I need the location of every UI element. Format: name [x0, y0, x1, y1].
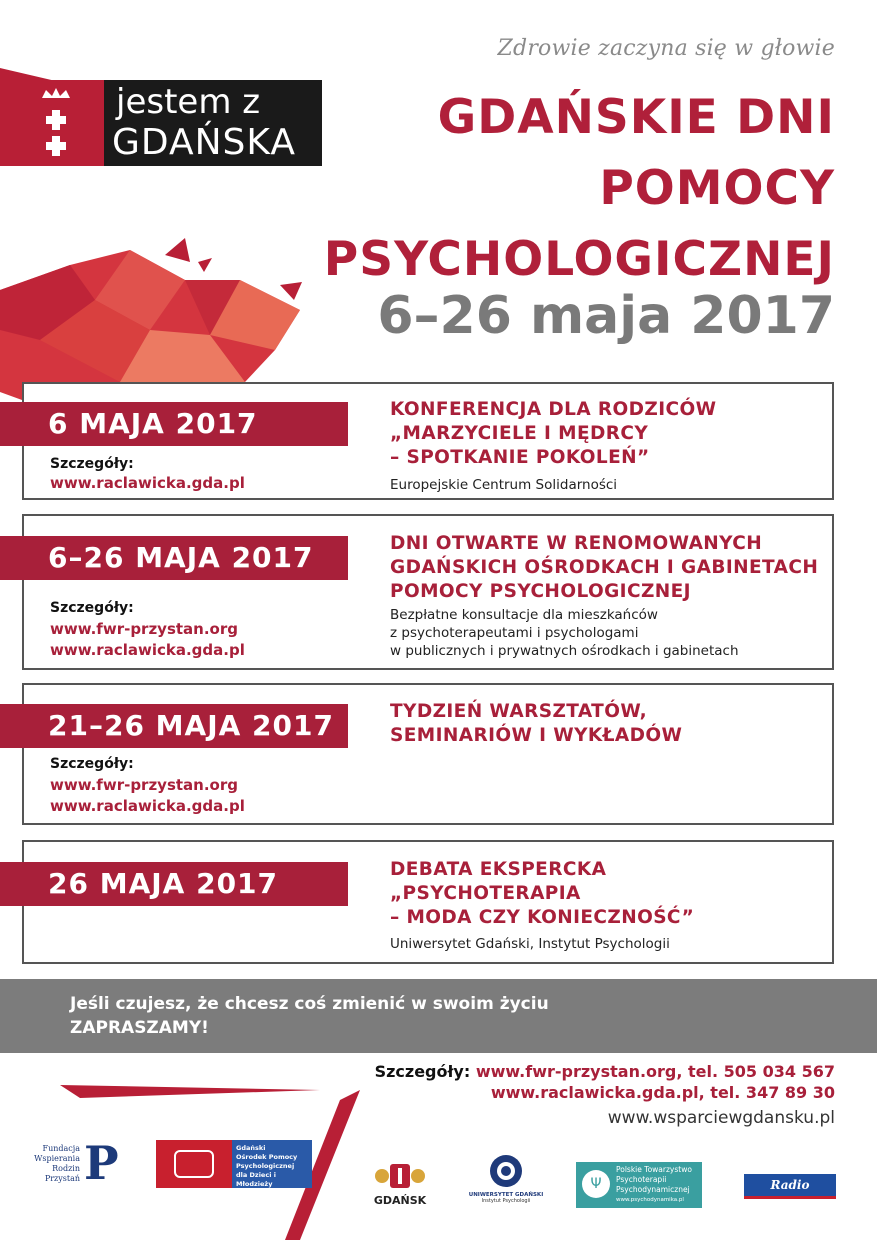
fundacja-line: Fundacja: [42, 1144, 80, 1153]
event-title-line: DEBATA EKSPERCKA: [390, 859, 607, 880]
invite-line: ZAPRASZAMY!: [70, 1018, 209, 1038]
event-date-ribbon: 6 MAJA 2017: [0, 402, 348, 446]
event-title: [390, 532, 818, 604]
event-title-line: „PSYCHOTERAPIA: [390, 883, 581, 904]
gdansk-logo: [366, 1160, 434, 1208]
title-line: GDAŃSKIE DNI: [437, 90, 835, 145]
event-title-line: – SPOTKANIE POKOLEŃ”: [390, 447, 650, 468]
gdansk-crest-icon: [36, 86, 76, 162]
osrodek-line: Psychologicznej: [236, 1162, 295, 1170]
logo-text-jestem: jestem z: [116, 82, 261, 122]
details-label: Szczegóły:: [50, 456, 134, 472]
ptpp-line: www.psychodynamika.pl: [616, 1197, 684, 1203]
ptpp-logo: [576, 1162, 702, 1208]
fundacja-logo: [34, 1136, 134, 1192]
ug-sublabel: Instytut Psychologii: [481, 1198, 531, 1204]
osrodek-line: dla Dzieci i Młodzieży: [236, 1171, 276, 1188]
tagline: Zdrowie zaczyna się w głowie: [497, 36, 835, 61]
event-description-line: z psychoterapeutami i psychologami: [390, 625, 639, 641]
event-title: [390, 858, 694, 930]
lions-crest-icon: [174, 1150, 214, 1178]
logo-text-gdanska: GDAŃSKA: [112, 122, 296, 163]
event-title-line: SEMINARIÓW I WYKŁADÓW: [390, 725, 683, 746]
event-description: [390, 606, 739, 660]
event-title-line: „MARZYCIELE I MĘDRCY: [390, 423, 649, 444]
event-title: [390, 700, 682, 748]
osrodek-logo: [156, 1140, 312, 1188]
website-link[interactable]: www.wsparciewgdansku.pl: [607, 1108, 835, 1128]
gdansk-label: GDAŃSK: [373, 1194, 427, 1207]
event-date-ribbon: 21–26 MAJA 2017: [0, 704, 348, 748]
contact-line-1: [375, 1062, 835, 1081]
event-title-line: DNI OTWARTE W RENOMOWANYCH: [390, 533, 763, 554]
event-description-line: w publicznych i prywatnych ośrodkach i gabinetach: [390, 643, 739, 659]
fundacja-p-icon: P: [84, 1136, 119, 1190]
ptpp-line: Psychodynamicznej: [616, 1185, 690, 1194]
event-title-line: TYDZIEŃ WARSZTATÓW,: [390, 701, 648, 722]
event-description-line: Bezpłatne konsultacje dla mieszkańców: [390, 607, 658, 623]
ptpp-line: Polskie Towarzystwo: [616, 1165, 692, 1174]
event-url[interactable]: www.fwr-przystan.org: [50, 776, 238, 794]
invite-line: Jeśli czujesz, że chcesz coś zmienić w swoim życiu: [70, 994, 549, 1014]
fundacja-line: Wspierania: [34, 1154, 80, 1163]
radio-gdansk-logo: Radio Gdańsk: [744, 1174, 836, 1199]
contact-line-2[interactable]: www.raclawicka.gda.pl, tel. 347 89 30: [490, 1083, 835, 1102]
contact-label: Szczegóły:: [374, 1062, 471, 1081]
event-url[interactable]: www.raclawicka.gda.pl: [50, 797, 245, 815]
details-label: Szczegóły:: [50, 600, 134, 616]
event-url[interactable]: www.fwr-przystan.org: [50, 620, 238, 638]
invite-text: [70, 992, 549, 1040]
ug-logo: [468, 1154, 544, 1210]
ptpp-line: Psychoterapii: [616, 1175, 667, 1184]
osrodek-line: Gdański: [236, 1144, 266, 1152]
event-title-line: GDAŃSKICH OŚRODKACH I GABINETACH: [390, 557, 819, 578]
event-date-ribbon: 26 MAJA 2017: [0, 862, 348, 906]
event-location: Europejskie Centrum Solidarności: [390, 477, 618, 493]
event-dates: 6–26 maja 2017: [377, 286, 835, 346]
title-line: POMOCY: [599, 161, 835, 216]
gdansk-coat-icon: [372, 1160, 428, 1190]
ug-emblem-icon: [485, 1154, 527, 1188]
event-date-ribbon: 6–26 MAJA 2017: [0, 536, 348, 580]
ptpp-psi-icon: Ψ: [582, 1170, 610, 1198]
contact-info[interactable]: www.fwr-przystan.org, tel. 505 034 567: [475, 1062, 835, 1081]
event-title: [390, 398, 716, 470]
event-title-line: – MODA CZY KONIECZNOŚĆ”: [390, 907, 695, 928]
fundacja-line: Rodzin: [52, 1164, 80, 1173]
title-line: PSYCHOLOGICZNEJ: [323, 232, 835, 287]
event-url[interactable]: www.raclawicka.gda.pl: [50, 641, 245, 659]
osrodek-line: Ośrodek Pomocy: [236, 1153, 298, 1161]
event-title-line: KONFERENCJA DLA RODZICÓW: [390, 399, 717, 420]
details-label: Szczegóły:: [50, 756, 134, 772]
page-title: [324, 82, 835, 295]
event-title-line: POMOCY PSYCHOLOGICZNEJ: [390, 581, 691, 602]
ug-label: UNIWERSYTET GDAŃSKI: [468, 1192, 544, 1198]
event-location: Uniwersytet Gdański, Instytut Psychologii: [390, 936, 670, 952]
event-url[interactable]: www.raclawicka.gda.pl: [50, 474, 245, 492]
fundacja-line: Przystań: [44, 1174, 80, 1183]
